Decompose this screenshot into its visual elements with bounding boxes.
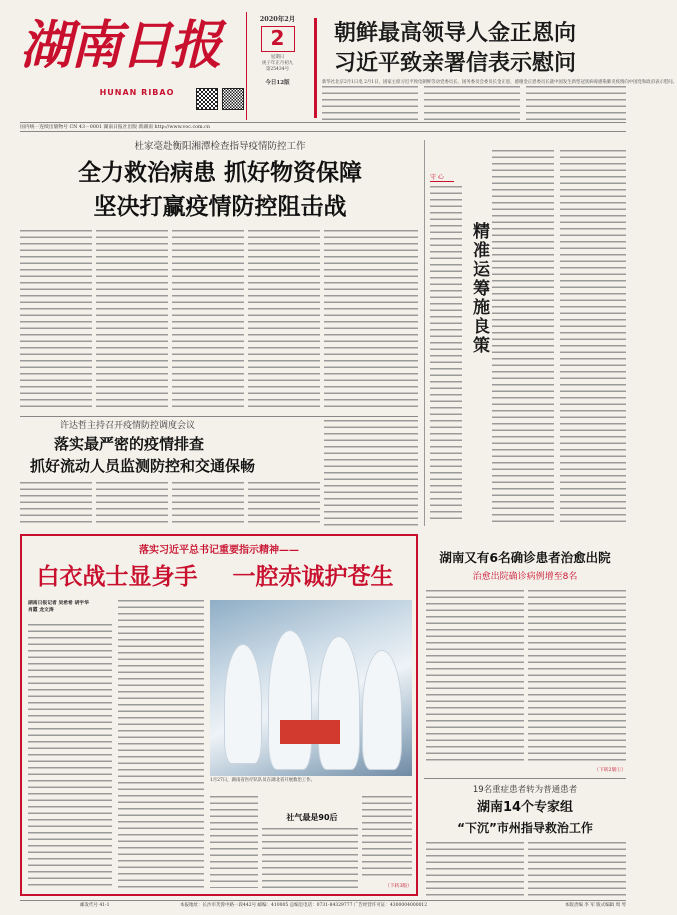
top-story-headline-2[interactable]: 习近平致亲署信表示慰问: [334, 51, 577, 76]
photo-figure-4: [362, 650, 402, 770]
footer-left: 邮发代号 41-1: [80, 903, 110, 908]
masthead-pinyin: HUNAN RIBAO: [99, 88, 175, 97]
qr-code: [196, 88, 218, 110]
date-block: [246, 12, 308, 120]
story4-col-1: [426, 842, 524, 896]
footer-right: 本版责编 李 军 版式编辑 周 琴: [564, 903, 626, 908]
story2-col-4: [248, 482, 320, 526]
commentary-title[interactable]: 精准运筹施良策: [469, 222, 489, 355]
story4-divider: [424, 778, 626, 779]
masthead-note: 新华社北京2月1日电 2月1日，国家主席习近平致电朝鲜劳动党委员长、国务委员会委员长金正恩，感谢金正恩委员长就中国发生新型冠状病毒感染肺炎疫情向中国党和政府表示慰问。: [322, 80, 677, 85]
story4-subhead[interactable]: “下沉”市州指导救治工作: [457, 821, 593, 835]
feature-col-5: [362, 796, 412, 880]
story1-col-2: [96, 230, 168, 410]
story1-col-1: [20, 230, 92, 410]
commentary-col-1: [492, 150, 554, 522]
story2-col-1: [20, 482, 92, 526]
feature-more[interactable]: （下转3版）: [384, 884, 412, 889]
info-bar: [20, 122, 626, 132]
feature-col-4: [262, 828, 358, 888]
feature-col-3: [210, 796, 258, 888]
story2-divider: [20, 416, 418, 417]
story1-headline-1[interactable]: 全力救治病患 抓好物资保障: [77, 160, 362, 186]
feature-subhead: 社气最是90后: [286, 813, 338, 822]
feature-photo: [210, 600, 412, 776]
photo-figure-3: [318, 636, 360, 770]
page-count: 今日12版: [265, 80, 290, 86]
story2-col-3: [172, 482, 244, 526]
feature-kicker: 落实习近平总书记重要指示精神——: [139, 545, 299, 556]
photo-figure-2: [268, 630, 312, 770]
story1-col-3: [172, 230, 244, 410]
date-day: 2: [261, 26, 295, 52]
story2-col-2: [96, 482, 168, 526]
qr-code-2: [222, 88, 244, 110]
feature-headline-part2[interactable]: 一腔赤诚护苍生: [232, 564, 394, 590]
top-story-rule: [314, 18, 317, 118]
commentary-col-0: [430, 186, 462, 522]
commentary-section: 守 心: [430, 172, 454, 182]
feature-byline: 湖南日报记者 吴希希 胡宇华 肖霞 龙文涛: [28, 600, 89, 613]
story3-more[interactable]: （下转2版①）: [594, 768, 626, 773]
story4-kicker: 19名重症患者转为普通患者: [472, 785, 578, 795]
feature-col-2: [118, 600, 204, 888]
feature-headline-part1[interactable]: 白衣战士显身手: [36, 564, 198, 590]
story3-col-2: [528, 590, 626, 762]
photo-flag: [280, 720, 340, 744]
story2-kicker: 许达哲主持召开疫情防控调度会议: [60, 421, 196, 431]
feature-col-1: [28, 624, 112, 888]
story1-col-5: [324, 230, 418, 410]
date-year-month: 2020年2月: [259, 15, 296, 23]
top-story-body-3: [526, 86, 626, 120]
story2-headline-1[interactable]: 落实最严密的疫情排查: [54, 435, 205, 453]
story3-subhead: 治愈出院确诊病例增至8名: [472, 572, 578, 582]
story4-headline[interactable]: 湖南14个专家组: [476, 800, 574, 815]
story1-headline-2[interactable]: 坚决打赢疫情防控阻击战: [93, 194, 347, 220]
top-story-headline-1[interactable]: 朝鲜最高领导人金正恩向: [334, 21, 577, 46]
photo-figure-1: [224, 644, 262, 764]
top-story-body-2: [424, 86, 520, 120]
story2-headline-2[interactable]: 抓好流动人员监测防控和交通保畅: [30, 457, 256, 475]
commentary-col-2: [560, 150, 626, 522]
story4-col-2: [528, 842, 626, 896]
footer: [20, 900, 626, 910]
story3-col-1: [426, 590, 524, 762]
issue-info: 星期日 庚子年正月初九 第25434号: [261, 55, 294, 72]
footer-center: 本报地址：长沙市芙蓉中路一段442号 邮编：410005 总编室电话：0731-84329777 广告经营许可证：4300004000012: [180, 903, 428, 908]
feature-photo-caption: 1月27日，湖南省医疗队队员在湖北省开展救治工作。: [210, 778, 315, 783]
story1-kicker: 杜家毫赴衡阳湘潭检查指导疫情防控工作: [134, 141, 306, 152]
masthead-title: 湖南日报: [20, 15, 221, 76]
story1-col-4: [248, 230, 320, 410]
info-bar-text: 国内统一连续出版物号 CN 43－0001 湖南日报社出版 新湖南 http://www.voc.com.cn: [20, 125, 210, 130]
story2-side-col: [324, 420, 418, 526]
story3-headline[interactable]: 湖南又有6名确诊患者治愈出院: [439, 550, 611, 565]
top-story-body-1: [322, 86, 418, 120]
